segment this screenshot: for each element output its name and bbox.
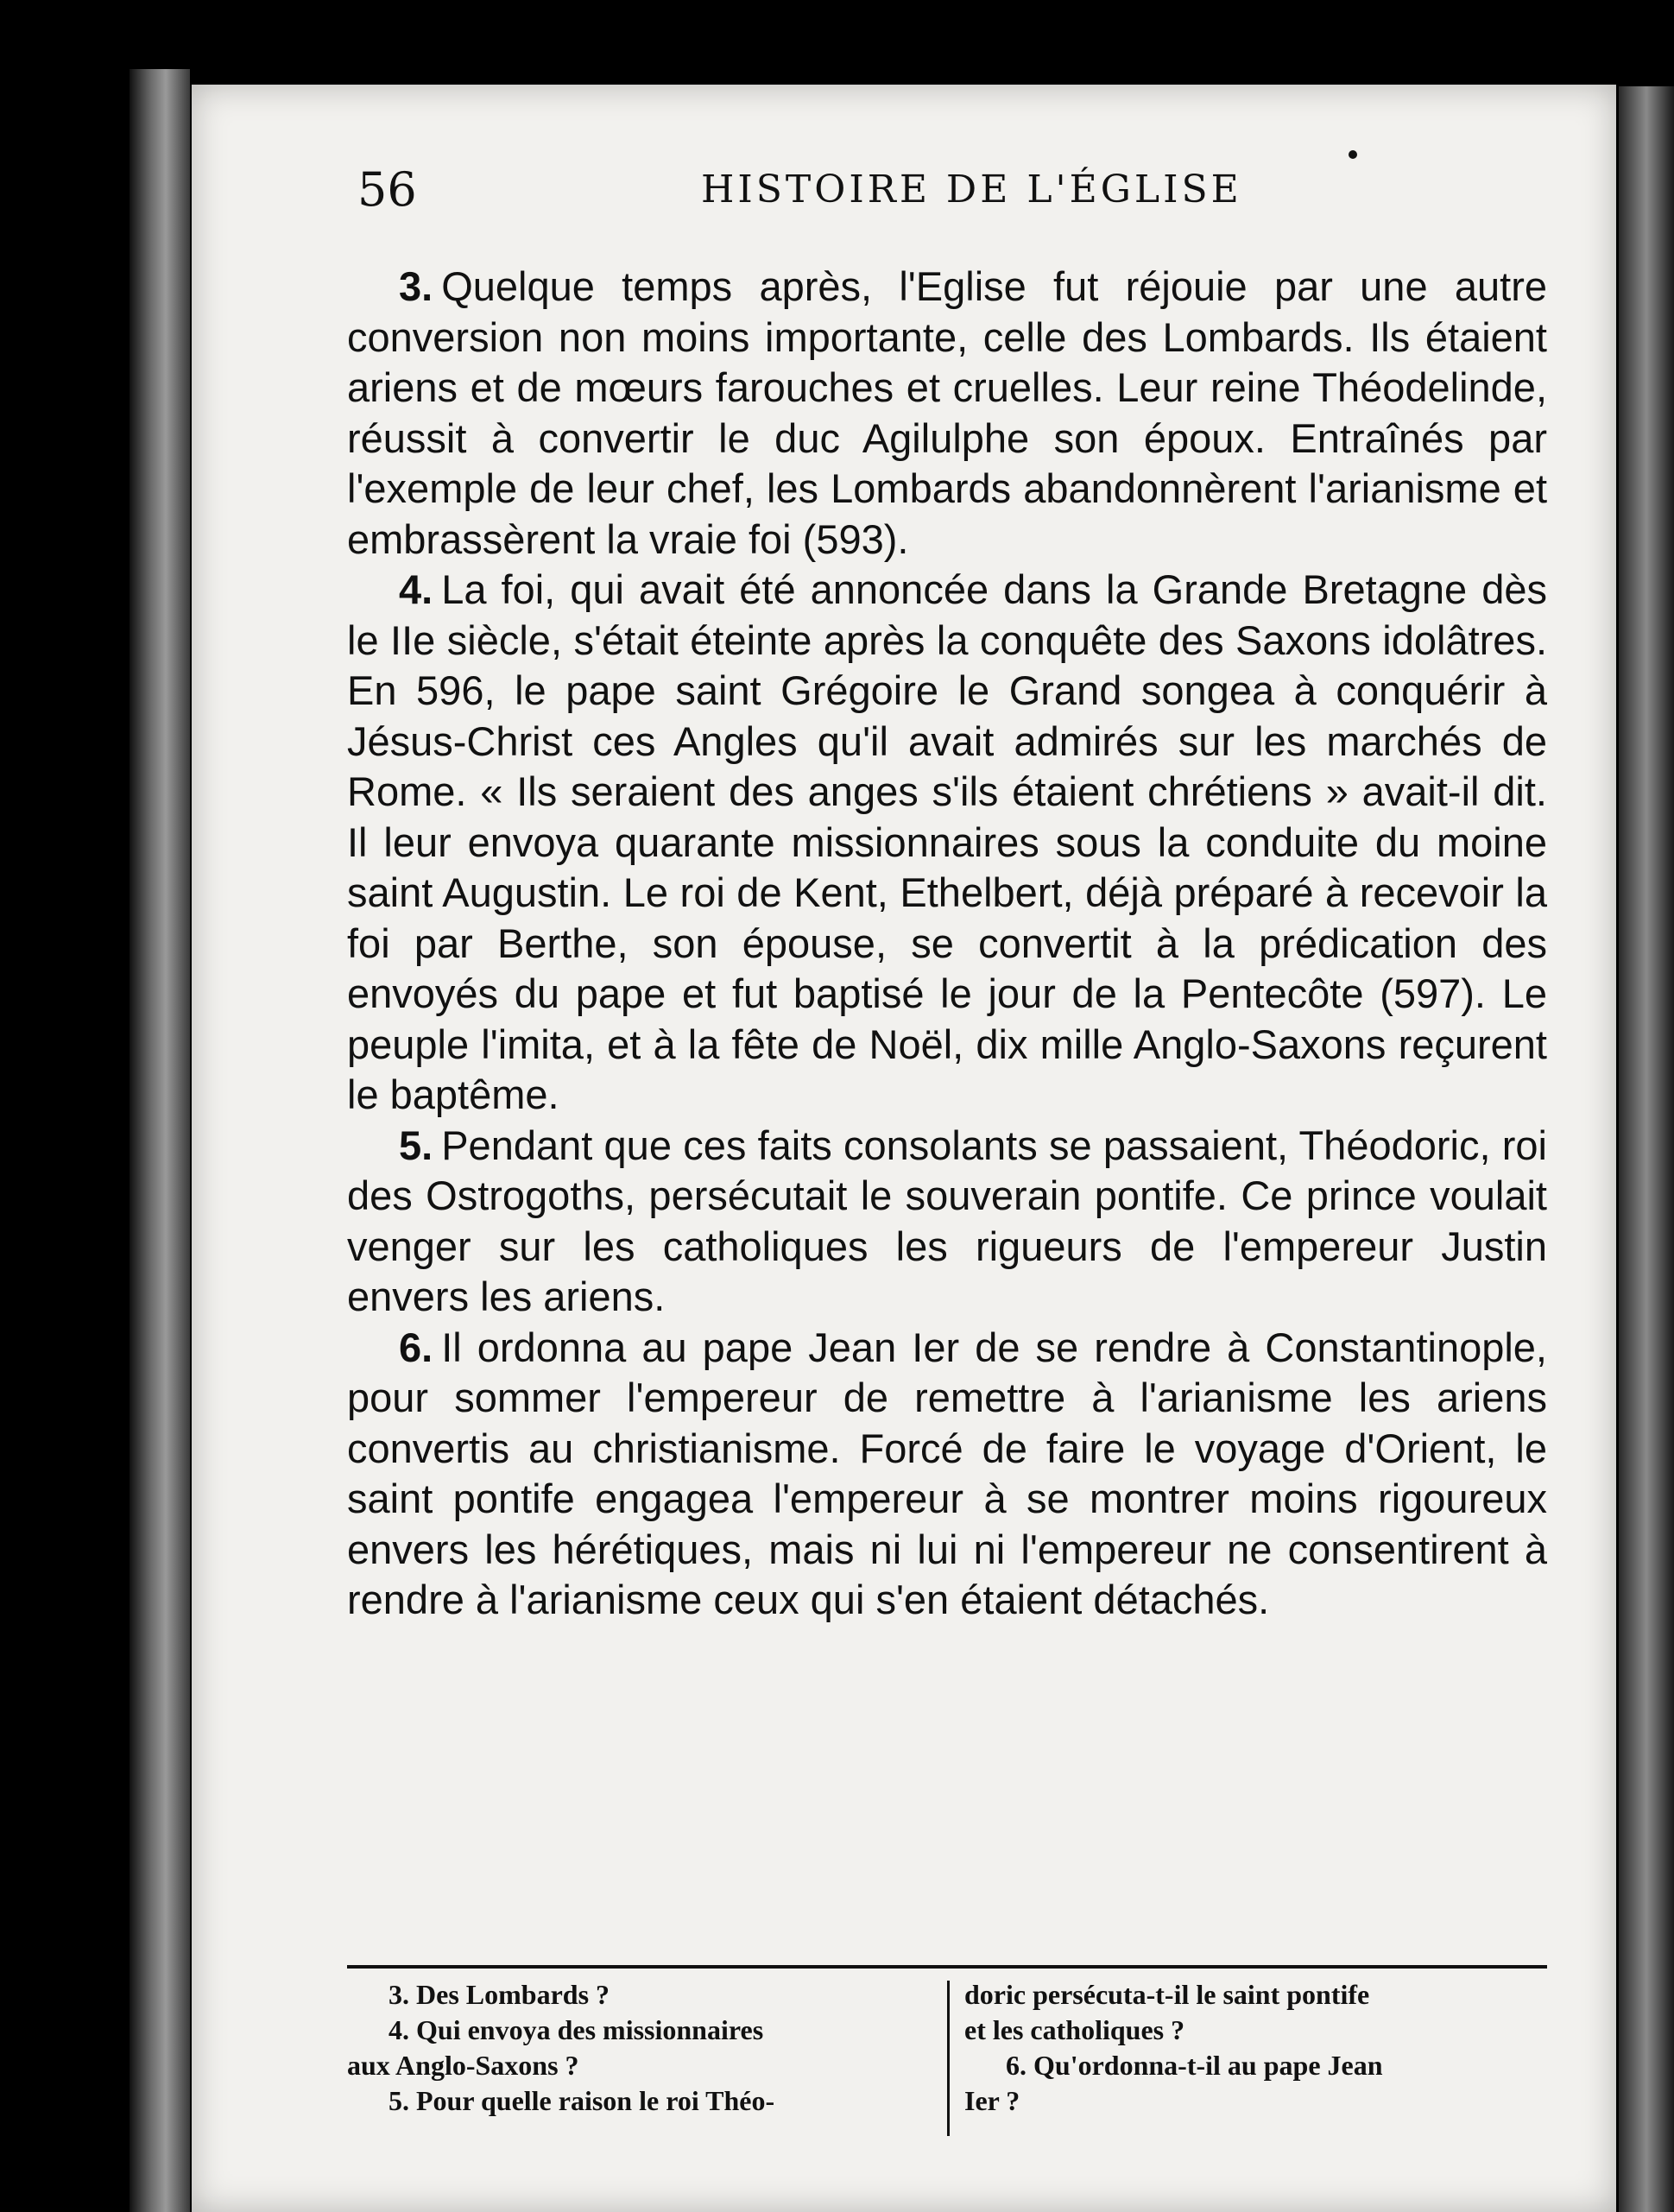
paragraph-text: Quelque temps après, l'Eglise fut réjouie par une autre conversion non moins importante, celle des Lombards. Ils étaient ariens et de mœurs farouches et cruelles. Leur reine Théodelinde, réussit à convertir le duc Agilulphe son époux. Entraînés par l'exemple de leur chef, les Lombards abandonnèrent l'arianisme et embrassèrent la vraie foi (593). [347, 263, 1547, 562]
question-line: aux Anglo-Saxons ? [347, 2050, 579, 2081]
paragraph-text: Il ordonna au pape Jean Ier de se rendre à Constantinople, pour sommer l'empereur de remettre à l'arianisme les ariens convertis au christianisme. Forcé de faire le voyage d'Orient, le saint pontife engagea l'empereur à se montrer moins rigoureux envers les hérétiques, mais ni lui ni l'empereur ne consentirent à rendre à l'arianisme ceux qui s'en étaient détachés. [347, 1324, 1547, 1622]
paragraph-3 [347, 262, 1547, 565]
paragraph-4 [347, 565, 1547, 1121]
paragraph-6 [347, 1323, 1547, 1626]
question-line: 5. Pour quelle raison le roi Théo- [388, 2085, 775, 2116]
paragraph-number: 3. [399, 263, 433, 309]
footnote-rule [347, 1965, 1547, 1969]
paragraph-5 [347, 1121, 1547, 1323]
questions-left-column [347, 1977, 930, 2119]
book-edge-right [1619, 86, 1674, 2212]
review-questions [347, 1977, 1547, 2150]
paragraph-number: 6. [399, 1324, 433, 1370]
question-line: et les catholiques ? [964, 2014, 1185, 2045]
page-number: 56 [357, 162, 417, 217]
running-title: HISTOIRE DE L'ÉGLISE [701, 167, 1242, 212]
book-page [192, 85, 1616, 2212]
paragraph-text: La foi, qui avait été annoncée dans la Grande Bretagne dès le IIe siècle, s'était éteinte après la conquête des Saxons idolâtres. En 596, le pape saint Grégoire le Grand songea à conquérir à Jésus-Christ ces Angles qu'il avait admirés sur les marchés de Rome. « Ils seraient des anges s'ils étaient chrétiens » avait-il dit. Il leur envoya quarante missionnaires sous la conduite du moine saint Augustin. Le roi de Kent, Ethelbert, déjà préparé à recevoir la foi par Berthe, son épouse, se convertit à la prédication des envoyés du pape et fut baptisé le jour de la Pentecôte (597). Le peuple l'imita, et à la fête de Noël, dix mille Anglo-Saxons reçurent le baptême. [347, 566, 1547, 1117]
column-divider [947, 1981, 950, 2136]
paragraph-text: Pendant que ces faits consolants se passaient, Théodoric, roi des Ostrogoths, persécutait le souverain pontife. Ce prince voulait venger sur les catholiques les rigueurs de l'empereur Justin envers les ariens. [347, 1122, 1547, 1319]
question-line: 4. Qui envoya des missionnaires [388, 2014, 764, 2045]
page-header [192, 162, 1616, 231]
question-line: Ier ? [964, 2085, 1020, 2116]
ink-dot [1349, 150, 1357, 159]
body-text [347, 262, 1547, 1626]
paragraph-number: 5. [399, 1122, 433, 1168]
question-line: 6. Qu'ordonna-t-il au pape Jean [1006, 2050, 1383, 2081]
paragraph-number: 4. [399, 566, 433, 612]
questions-right-column [964, 1977, 1547, 2119]
book-edge-left [129, 69, 190, 2212]
question-line: 3. Des Lombards ? [388, 1979, 610, 2010]
question-line: doric persécuta-t-il le saint pontife [964, 1979, 1370, 2010]
